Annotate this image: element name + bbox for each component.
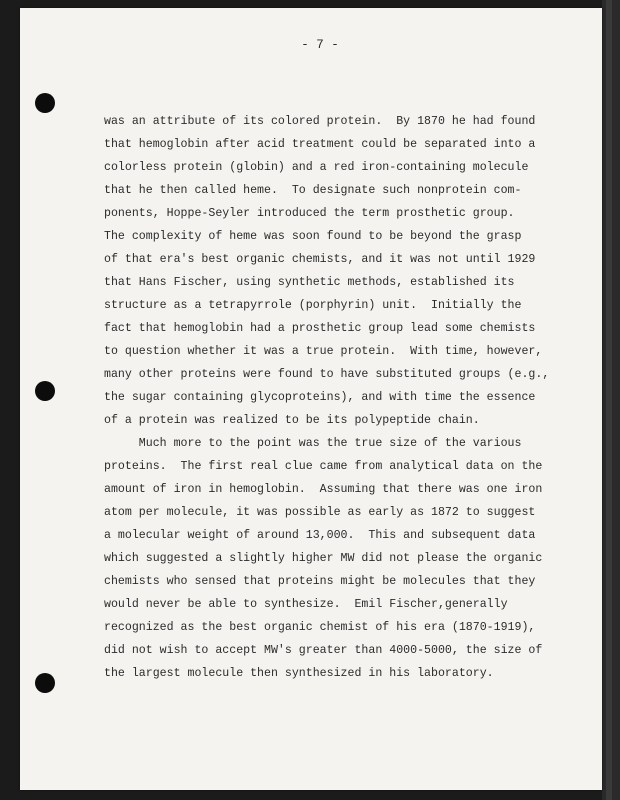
text-line: of a protein was realized to be its polypeptide chain. <box>104 414 480 427</box>
text-line: that hemoglobin after acid treatment could be separated into a <box>104 138 536 151</box>
body-text <box>104 110 549 685</box>
text-line: The complexity of heme was soon found to be beyond the grasp <box>104 230 522 243</box>
text-line: Much more to the point was the true size of the various <box>104 437 522 450</box>
text-line: was an attribute of its colored protein. By 1870 he had found <box>104 115 536 128</box>
text-line: amount of iron in hemoglobin. Assuming that there was one iron <box>104 483 543 496</box>
text-line: did not wish to accept MW's greater than 4000-5000, the size of <box>104 644 543 657</box>
text-line: which suggested a slightly higher MW did not please the organic <box>104 552 543 565</box>
text-line: to question whether it was a true protein. With time, however, <box>104 345 543 358</box>
text-line: of that era's best organic chemists, and it was not until 1929 <box>104 253 536 266</box>
text-line: recognized as the best organic chemist of his era (1870-1919), <box>104 621 536 634</box>
text-line: structure as a tetrapyrrole (porphyrin) unit. Initially the <box>104 299 522 312</box>
text-line: fact that hemoglobin had a prosthetic group lead some chemists <box>104 322 536 335</box>
text-line: that Hans Fischer, using synthetic methods, established its <box>104 276 515 289</box>
punch-hole-bottom <box>35 673 55 693</box>
text-line: proteins. The first real clue came from analytical data on the <box>104 460 543 473</box>
punch-hole-top <box>35 93 55 113</box>
text-line: the sugar containing glycoproteins), and with time the essence <box>104 391 536 404</box>
text-line: would never be able to synthesize. Emil Fischer,generally <box>104 598 508 611</box>
text-line: atom per molecule, it was possible as early as 1872 to suggest <box>104 506 536 519</box>
text-line: chemists who sensed that proteins might be molecules that they <box>104 575 536 588</box>
text-line: the largest molecule then synthesized in his laboratory. <box>104 667 494 680</box>
punch-hole-middle <box>35 381 55 401</box>
text-line: colorless protein (globin) and a red iron-containing molecule <box>104 161 529 174</box>
text-line: that he then called heme. To designate such nonprotein com- <box>104 184 522 197</box>
text-line: ponents, Hoppe-Seyler introduced the term prosthetic group. <box>104 207 515 220</box>
text-line: many other proteins were found to have substituted groups (e.g., <box>104 368 550 381</box>
page-number: - 7 - <box>301 38 339 52</box>
text-line: a molecular weight of around 13,000. This and subsequent data <box>104 529 536 542</box>
scan-border-strip <box>606 0 612 800</box>
